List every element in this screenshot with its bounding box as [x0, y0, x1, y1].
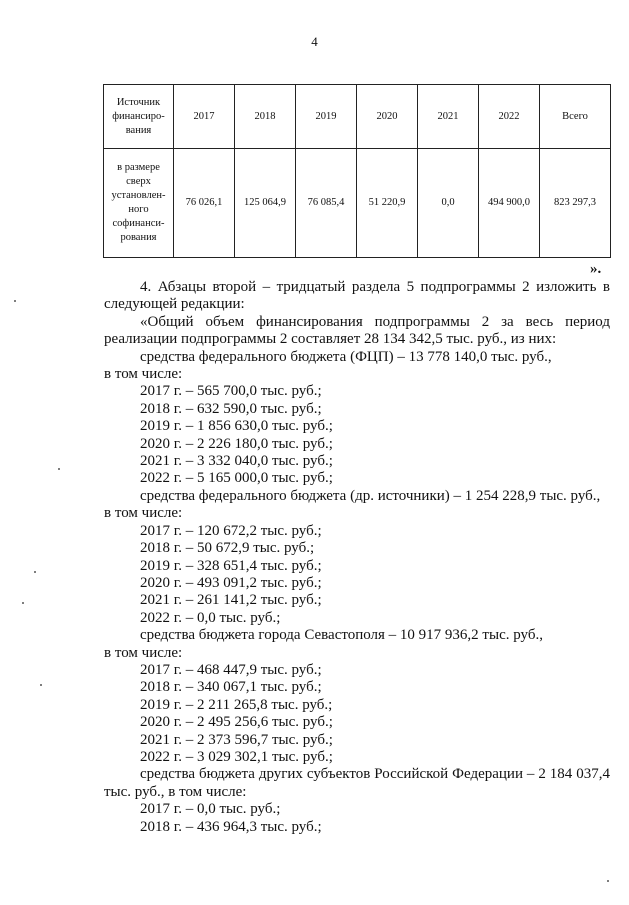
sevastopol-line: средства бюджета города Севастополя – 10 917 936,2 тыс. руб., [140, 627, 543, 644]
table-header-row [104, 85, 611, 149]
list-item: 2019 г. – 328 651,4 тыс. руб.; [140, 557, 322, 574]
list-item: 2018 г. – 632 590,0 тыс. руб.; [140, 400, 322, 417]
header-source-cell: Источник финансиро-вания [104, 85, 174, 149]
list-item: 2022 г. – 5 165 000,0 тыс. руб.; [140, 470, 333, 487]
row-value-cell: 76 026,1 [174, 149, 235, 258]
list-item: 2020 г. – 2 495 256,6 тыс. руб.; [140, 714, 333, 731]
other-subjects-paragraph: средства бюджета других субъектов Российской Федерации – 2 184 037,4 тыс. руб., в том числе: [104, 766, 610, 800]
list-item: 2017 г. – 120 672,2 тыс. руб.; [140, 522, 322, 539]
federal-other-line: средства федерального бюджета (др. источники) – 1 254 228,9 тыс. руб., [140, 487, 601, 504]
row-value-cell: 0,0 [418, 149, 479, 258]
financing-table [103, 84, 611, 258]
scan-speck [607, 880, 609, 882]
header-year-cell: 2019 [296, 85, 357, 149]
federal-other-tail: в том числе: [104, 505, 183, 522]
federal-fcp-line: средства федерального бюджета (ФЦП) – 13 778 140,0 тыс. руб., [140, 348, 552, 365]
list-item: 2019 г. – 2 211 265,8 тыс. руб.; [140, 696, 333, 713]
row-value-cell: 76 085,4 [296, 149, 357, 258]
header-year-cell: 2017 [174, 85, 235, 149]
list-item: 2017 г. – 0,0 тыс. руб.; [140, 801, 281, 818]
sevastopol-tail: в том числе: [104, 644, 183, 661]
row-value-cell: 51 220,9 [357, 149, 418, 258]
row-value-cell: 125 064,9 [235, 149, 296, 258]
row-source-cell: в размере сверх установлен-ного софинанси-рования [104, 149, 174, 258]
list-item: 2017 г. – 468 447,9 тыс. руб.; [140, 661, 322, 678]
list-item: 2018 г. – 436 964,3 тыс. руб.; [140, 818, 322, 835]
table-row [104, 149, 611, 258]
row-total-cell: 823 297,3 [540, 149, 611, 258]
closing-quote: ». [590, 261, 602, 277]
list-item: 2020 г. – 493 091,2 тыс. руб.; [140, 574, 322, 591]
header-year-cell: 2022 [479, 85, 540, 149]
header-year-cell: 2020 [357, 85, 418, 149]
total-financing-paragraph: «Общий объем финансирования подпрограммы 2 за весь период реализации подпрограммы 2 составляет 28 134 342,5 тыс. руб., из них: [104, 313, 610, 348]
federal-fcp-tail: в том числе: [104, 366, 183, 383]
header-total-cell: Всего [540, 85, 611, 149]
list-item: 2022 г. – 3 029 302,1 тыс. руб.; [140, 748, 333, 765]
list-item: 2021 г. – 2 373 596,7 тыс. руб.; [140, 731, 333, 748]
scan-speck [34, 571, 36, 573]
header-year-cell: 2021 [418, 85, 479, 149]
scan-speck [14, 300, 16, 302]
header-year-cell: 2018 [235, 85, 296, 149]
scan-speck [40, 684, 42, 686]
list-item: 2018 г. – 50 672,9 тыс. руб.; [140, 540, 315, 557]
scan-speck [22, 602, 24, 604]
page-number: 4 [311, 34, 318, 49]
list-item: 2022 г. – 0,0 тыс. руб.; [140, 609, 281, 626]
document-body [104, 279, 610, 836]
list-item: 2020 г. – 2 226 180,0 тыс. руб.; [140, 435, 333, 452]
list-item: 2017 г. – 565 700,0 тыс. руб.; [140, 383, 322, 400]
list-item: 2021 г. – 261 141,2 тыс. руб.; [140, 592, 322, 609]
list-item: 2021 г. – 3 332 040,0 тыс. руб.; [140, 453, 333, 470]
paragraph-4: 4. Абзацы второй – тридцатый раздела 5 подпрограммы 2 изложить в следующей редакции: [104, 279, 610, 313]
scan-speck [58, 468, 60, 470]
list-item: 2018 г. – 340 067,1 тыс. руб.; [140, 679, 322, 696]
row-value-cell: 494 900,0 [479, 149, 540, 258]
list-item: 2019 г. – 1 856 630,0 тыс. руб.; [140, 418, 333, 435]
